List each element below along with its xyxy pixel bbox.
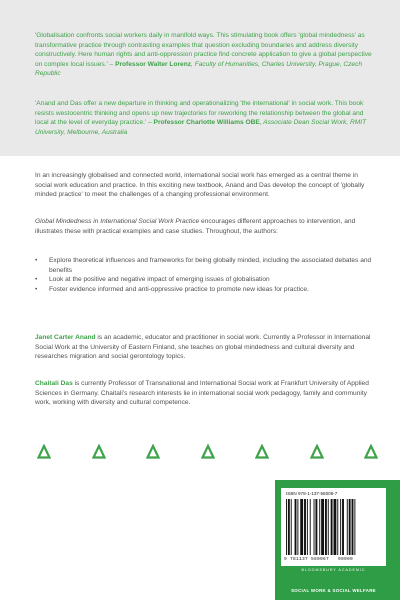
description-paragraph-1: In an increasingly globalised and connected world, international social work has emerged as a central theme in social work education and practice. In this exciting new textbook, Anand and Das develop the concept of 'globally minded practice' to meet the challenges of a changing professional environment. (35, 172, 365, 199)
author-bio-text: is currently Professor of Transnational and International Social work at Frankfurt University of Applied Sciences in Germany. Chaitali's research interests lie in international social work pedagogy, family and community work, working with diversity and cultural competence. (35, 380, 369, 407)
barcode-box (281, 488, 386, 566)
author-bio-2 (35, 379, 373, 408)
triangle-outline-icon (201, 444, 215, 460)
bullet-item: • Explore theoretical influences and frameworks for being globally minded, including the associated debates and benefits (35, 256, 373, 275)
quote-text: 'Anand and Das offer a new departure in thinking and operationalizing 'the international' in social work. This book resists westocentric thinking and opens up new trajectories for reworking the relationship between the global and local at the level of everyday practice.' – (35, 100, 364, 127)
barcode-digits (284, 557, 383, 562)
praise-section (0, 0, 400, 156)
back-panel (275, 480, 400, 600)
quote-author: Professor Walter Lorenz (115, 60, 192, 68)
triangle-outline-icon (146, 444, 160, 460)
paragraph-text: encourages different approaches to intervention, and illustrates these with practical examples and case studies. Throughout, the authors: (35, 218, 356, 235)
author-name: Chaitali Das (35, 380, 73, 387)
description-paragraph-2 (35, 217, 373, 236)
quote-text: 'Globalisation confronts social workers daily in manifold ways. This stimulating book offers 'global mindedness' as transformative practice through contrasting examples that question excluding boundaries and address diversity constructively. Here human rights and anti-oppression practice find concrete application to give a global perspective on complex local issues.' – (35, 32, 372, 68)
bullet-item: • Look at the positive and negative impact of emerging issues of globalisation (35, 275, 373, 285)
author-bio-1 (35, 333, 373, 362)
barcode-number: 9 781137 560067 (284, 557, 330, 562)
praise-quote-1 (35, 31, 373, 79)
bullet-list (35, 256, 373, 294)
isbn-label: ISBN 978-1-137-56006-7 (286, 491, 338, 496)
triangle-outline-icon (310, 444, 324, 460)
barcode-icon (286, 499, 381, 555)
triangle-outline-icon (255, 444, 269, 460)
author-bio-text: is an academic, educator and practitioner in social work. Currently a Professor in International Social Work at the University of Eastern Finland, she teaches on global mindedness and cultural diversity and researches migration and social gerontology topics. (35, 334, 371, 361)
praise-quote-2 (35, 99, 373, 137)
bullet-item: • Foster evidence informed and anti-oppressive practice to promote new ideas for practice. (35, 285, 373, 295)
category-label: SOCIAL WORK & SOCIAL WELFARE (291, 588, 376, 593)
quote-affiliation: , Faculty of Humanities, Charles University, Prague, Czech Republic (35, 60, 363, 78)
triangle-outline-icon (364, 444, 378, 460)
triangle-outline-icon (37, 444, 51, 460)
price-code: 90000 (338, 557, 354, 562)
quote-affiliation: , Associate Dean Social Work, RMIT University, Melbourne, Australia (35, 119, 367, 136)
triangle-decoration-row (0, 444, 400, 464)
book-title-inline: Global Mindedness in International Social Work Practice (35, 218, 200, 225)
quote-author: Professor Charlotte Williams OBE (153, 119, 260, 127)
publisher-name: BLOOMSBURY ACADEMIC (301, 568, 366, 572)
triangle-outline-icon (92, 444, 106, 460)
author-name: Janet Carter Anand (35, 334, 96, 341)
